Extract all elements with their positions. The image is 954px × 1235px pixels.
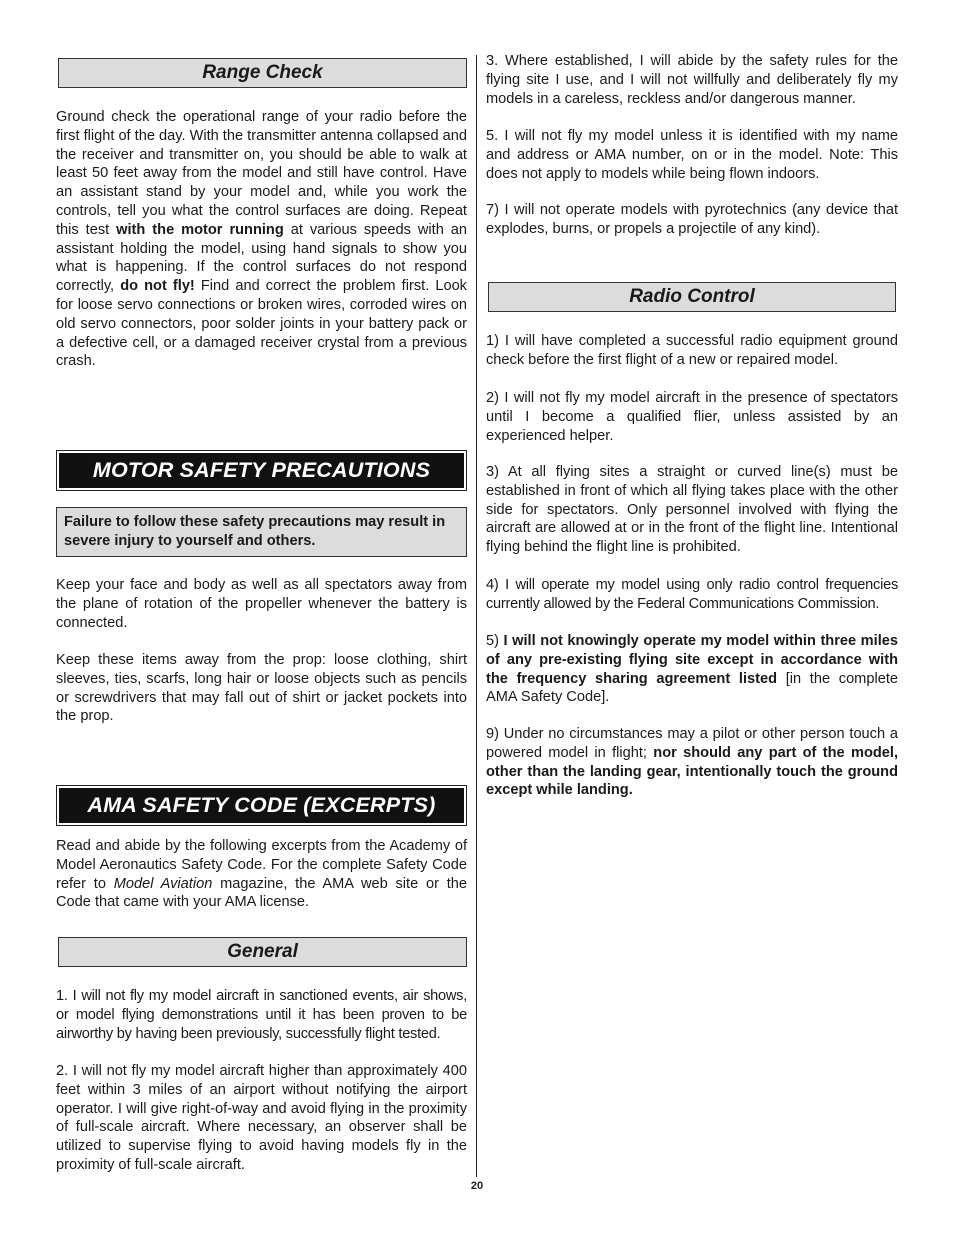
radio-control-header [488, 282, 896, 312]
motor-safety-warning: Failure to follow these safety precautions may result in severe injury to yourself and others. [56, 507, 467, 557]
range-check-header [58, 58, 467, 88]
range-check-title: Range Check [202, 62, 323, 83]
general-title: General [227, 941, 298, 962]
radio-control-item-9: 9) Under no circumstances may a pilot or other person touch a powered model in flight; nor should any part of the model, other than the landing gear, intentionally touch the ground except while landing. [486, 726, 898, 799]
general-item-2: 2. I will not fly my model aircraft higher than approximately 400 feet within 3 miles of an airport without notifying the airport operator. I will give right-of-way and avoid flying in the proximity of full-scale aircraft. Where necessary, an observer shall be utilized to supervise flying to avoid having models fly in the proximity of full-scale aircraft. [56, 1063, 467, 1173]
radio-control-item-2: 2) I will not fly my model aircraft in the presence of spectators until I become a qualified flier, unless assisted by an experienced helper. [486, 390, 898, 444]
radio-control-item-3: 3) At all flying sites a straight or curved line(s) must be established in front of which all flying takes place with the other side for spectators. Only personnel involved with flying the aircraft are allowed at or in the front of the flight line. Intentional flying behind the flight line is prohibited. [486, 464, 898, 556]
general-item-5: 5. I will not fly my model unless it is identified with my name and address or AMA number, on or in the model. Note: This does not apply to models while being flown indoors. [486, 128, 898, 182]
motor-safety-paragraph-1: Keep your face and body as well as all spectators away from the plane of rotation of the propeller whenever the battery is connected. [56, 577, 467, 631]
motor-safety-title: MOTOR SAFETY PRECAUTIONS [59, 453, 464, 488]
page-number: 20 [470, 1180, 484, 1192]
ama-safety-header [56, 785, 467, 826]
motor-safety-paragraph-2: Keep these items away from the prop: loose clothing, shirt sleeves, ties, scarfs, long hair or loose objects such as pencils or screwdrivers that may fall out of shirt or jacket pockets into the prop. [56, 652, 467, 725]
ama-intro-paragraph: Read and abide by the following excerpts from the Academy of Model Aeronautics Safety Code. For the complete Safety Code refer to Model Aviation magazine, the AMA web site or the Code that came with your AMA license. [56, 838, 467, 911]
range-check-paragraph: Ground check the operational range of your radio before the first flight of the day. With the transmitter antenna collapsed and the receiver and transmitter on, you should be able to walk at least 50 feet away from the model and still have control. Have an assistant stand by your model and, while you work the controls, tell you what the control surfaces are doing. Repeat this test with the motor running at various speeds with an assistant holding the model, using hand signals to show you what is happening. If the control surfaces do not respond correctly, do not fly! Find and correct the problem first. Look for loose servo connections or broken wires, corroded wires on old servo connectors, poor solder joints in your battery pack or a defective cell, or a damaged receiver crystal from a previous crash. [56, 109, 468, 370]
general-header [58, 937, 467, 967]
radio-control-item-1: 1) I will have completed a successful radio equipment ground check before the first flight of a new or repaired model. [486, 333, 898, 368]
motor-safety-header [56, 450, 467, 491]
radio-control-item-5: 5) I will not knowingly operate my model within three miles of any pre-existing flying site except in accordance with the frequency sharing agreement listed [in the complete AMA Safety Code]. [486, 633, 899, 706]
general-item-1: 1. I will not fly my model aircraft in sanctioned events, air shows, or model flying demonstrations until it has been proven to be airworthy by having been previously, successfully flight tested. [56, 988, 467, 1042]
column-divider [476, 55, 477, 1177]
radio-control-title: Radio Control [629, 286, 755, 307]
ama-safety-title: AMA SAFETY CODE (EXCERPTS) [59, 788, 464, 823]
general-item-3: 3. Where established, I will abide by the safety rules for the flying site I use, and I will not willfully and deliberately fly my models in a careless, reckless and/or dangerous manner. [486, 53, 898, 107]
radio-control-item-4: 4) I will operate my model using only radio control frequencies currently allowed by the Federal Communications Commission. [486, 577, 898, 612]
general-item-7: 7) I will not operate models with pyrotechnics (any device that explodes, burns, or propels a projectile of any kind). [486, 202, 898, 237]
